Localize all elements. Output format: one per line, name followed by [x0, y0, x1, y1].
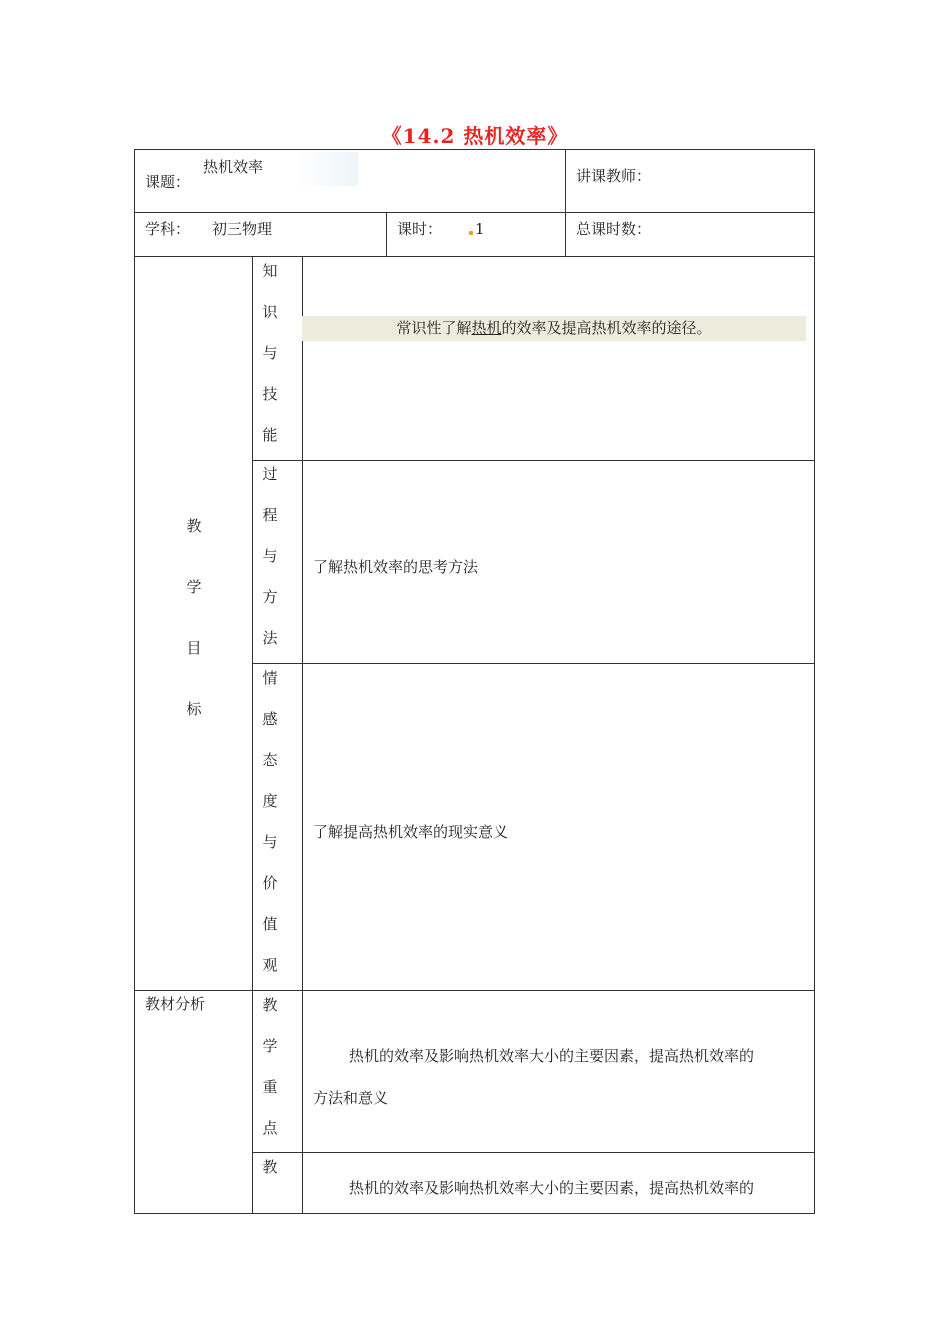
topic-label: 课题：: [145, 173, 191, 191]
emotion-values-label: [255, 665, 285, 993]
objectives-label-char: 标: [186, 700, 202, 718]
label-char: 知: [262, 262, 278, 280]
label-char: 学: [262, 1037, 278, 1055]
underlined-term: 热机: [471, 319, 502, 337]
label-char: 与: [262, 833, 278, 851]
label-char: 技: [262, 385, 278, 403]
label-char: 能: [262, 426, 278, 444]
label-char: 教: [262, 1158, 278, 1176]
row-divider: [134, 256, 815, 257]
label-char: 值: [262, 915, 278, 933]
subject-value: 初三物理: [212, 220, 273, 238]
label-char: 价: [262, 874, 278, 892]
row-divider: [252, 460, 815, 461]
bullet-dot-icon: [469, 231, 473, 235]
textbook-analysis-label: 教材分析: [145, 995, 206, 1013]
key-points-label: [255, 992, 285, 1156]
text-segment: 的效率及提高热机效率的途径。: [501, 319, 712, 337]
objectives-label: [179, 513, 209, 757]
total-periods-label: 总课时数：: [576, 220, 652, 238]
label-char: 重: [262, 1078, 278, 1096]
label-char: 度: [262, 792, 278, 810]
label-char: 感: [262, 710, 278, 728]
key-points-text-line1: 热机的效率及影响热机效率大小的主要因素，提高热机效率的: [349, 1047, 755, 1065]
topic-value: 热机效率: [203, 158, 264, 176]
row-divider: [134, 212, 815, 213]
knowledge-skills-label: [255, 258, 285, 463]
label-char: 程: [262, 506, 278, 524]
label-char: 过: [262, 465, 278, 483]
label-char: 识: [262, 303, 278, 321]
column-divider: [386, 212, 387, 256]
document-title: 《14.2 热机效率》: [381, 124, 569, 148]
teacher-label: 讲课教师：: [576, 167, 652, 185]
column-divider: [565, 149, 566, 256]
objectives-label-char: 学: [186, 578, 202, 596]
row-divider: [252, 663, 815, 664]
row-divider: [252, 1152, 815, 1153]
period-label: 课时：: [397, 220, 443, 238]
label-char: 方: [262, 588, 278, 606]
emotion-values-text: 了解提高热机效率的现实意义: [313, 823, 509, 841]
label-char: 点: [262, 1119, 278, 1137]
objectives-label-char: 目: [186, 639, 202, 657]
subject-label: 学科：: [145, 220, 191, 238]
label-char: 与: [262, 344, 278, 362]
difficulty-text-line1: 热机的效率及影响热机效率大小的主要因素，提高热机效率的: [349, 1179, 755, 1197]
process-methods-label: [255, 461, 285, 666]
text-segment: 常识性了解: [396, 319, 472, 337]
row-divider: [134, 990, 815, 991]
label-char: 态: [262, 751, 278, 769]
column-divider: [302, 256, 303, 1214]
label-char: 观: [262, 956, 278, 974]
label-char: 与: [262, 547, 278, 565]
knowledge-skills-text: [302, 316, 806, 341]
label-char: 法: [262, 629, 278, 647]
label-char: 教: [262, 996, 278, 1014]
key-points-text-line2: 方法和意义: [313, 1089, 389, 1107]
column-divider: [252, 256, 253, 1214]
period-value: 1: [475, 220, 485, 238]
objectives-label-char: 教: [186, 517, 202, 535]
label-char: 情: [262, 669, 278, 687]
difficulty-label: [255, 1154, 285, 1195]
process-methods-text: 了解热机效率的思考方法: [313, 558, 479, 576]
